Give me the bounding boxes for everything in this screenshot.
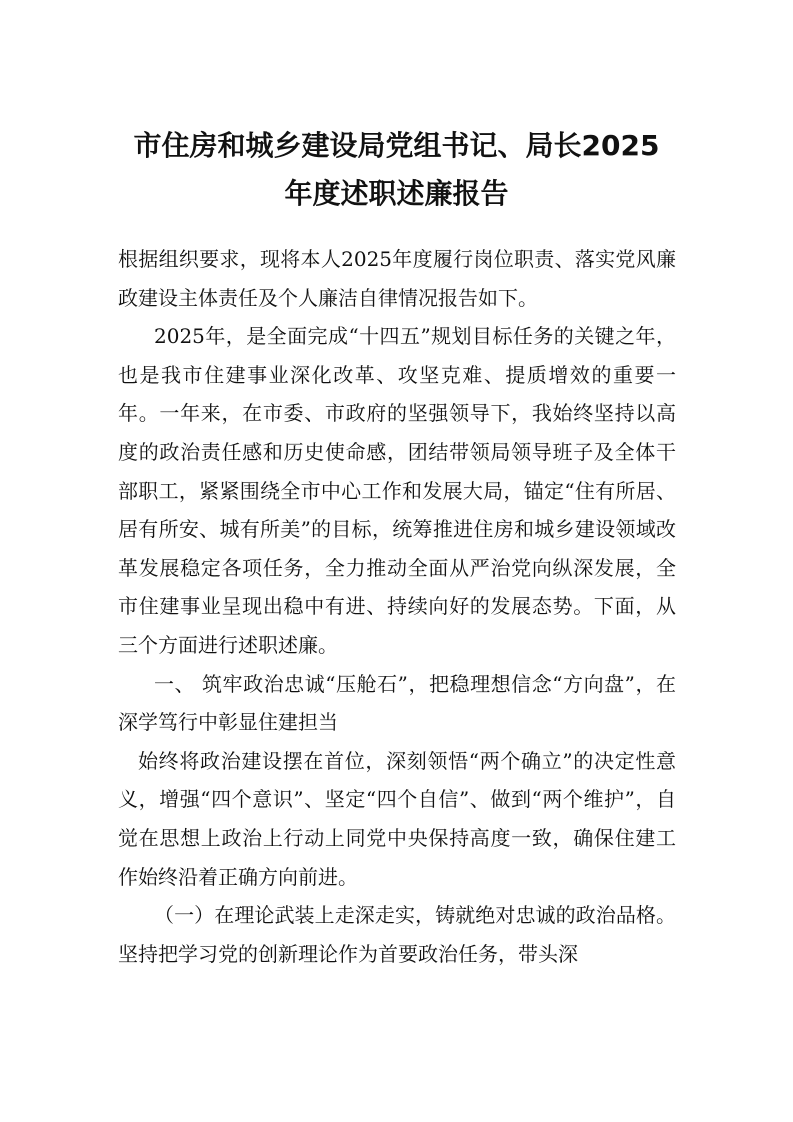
document-title (100, 122, 693, 218)
paragraph-intro: 根据组织要求，现将本人2025年度履行岗位职责、落实党风廉政建设主体责任及个人廉洁自律情况报告如下。 (118, 247, 676, 310)
title-line-2: 年度述职述廉报告 (284, 177, 509, 210)
document-body (118, 240, 676, 973)
subsection-heading-1: （一）在理论武装上走深走实，铸就绝对忠诚的政治品格。 坚持把学习党的创新理论作为首要政治任务，带头深 (118, 903, 676, 966)
paragraph-section-1: 始终将政治建设摆在首位，深刻领悟“两个确立”的决定性意义，增强“四个意识”、坚定“四个自信”、做到“两个维护”，自觉在思想上政治上行动上同党中央保持高度一致，确保住建工作始终沿着正确方向前进。 (118, 748, 676, 889)
section-heading-1: 一、 筑牢政治忠诚“压舱石”，把稳理想信念“方向盘”，在深学笃行中彰显住建担当 (118, 671, 676, 735)
title-line-1: 市住房和城乡建设局党组书记、局长2025 (133, 129, 660, 162)
paragraph-overview: 2025年，是全面完成“十四五”规划目标任务的关键之年，也是我市住建事业深化改革、攻坚克难、提质增效的重要一年。一年来，在市委、市政府的坚强领导下，我始终坚持以高度的政治责任感和历史使命感，团结带领局领导班子及全体干部职工，紧紧围绕全市中心工作和发展大局，锚定“住有所居、居有所安、城有所美”的目标，统筹推进住房和城乡建设领域改革发展稳定各项任务，全力推动全面从严治党向纵深发展，全市住建事业呈现出稳中有进、持续向好的发展态势。下面，从三个方面进行述职述廉。 (118, 324, 676, 657)
